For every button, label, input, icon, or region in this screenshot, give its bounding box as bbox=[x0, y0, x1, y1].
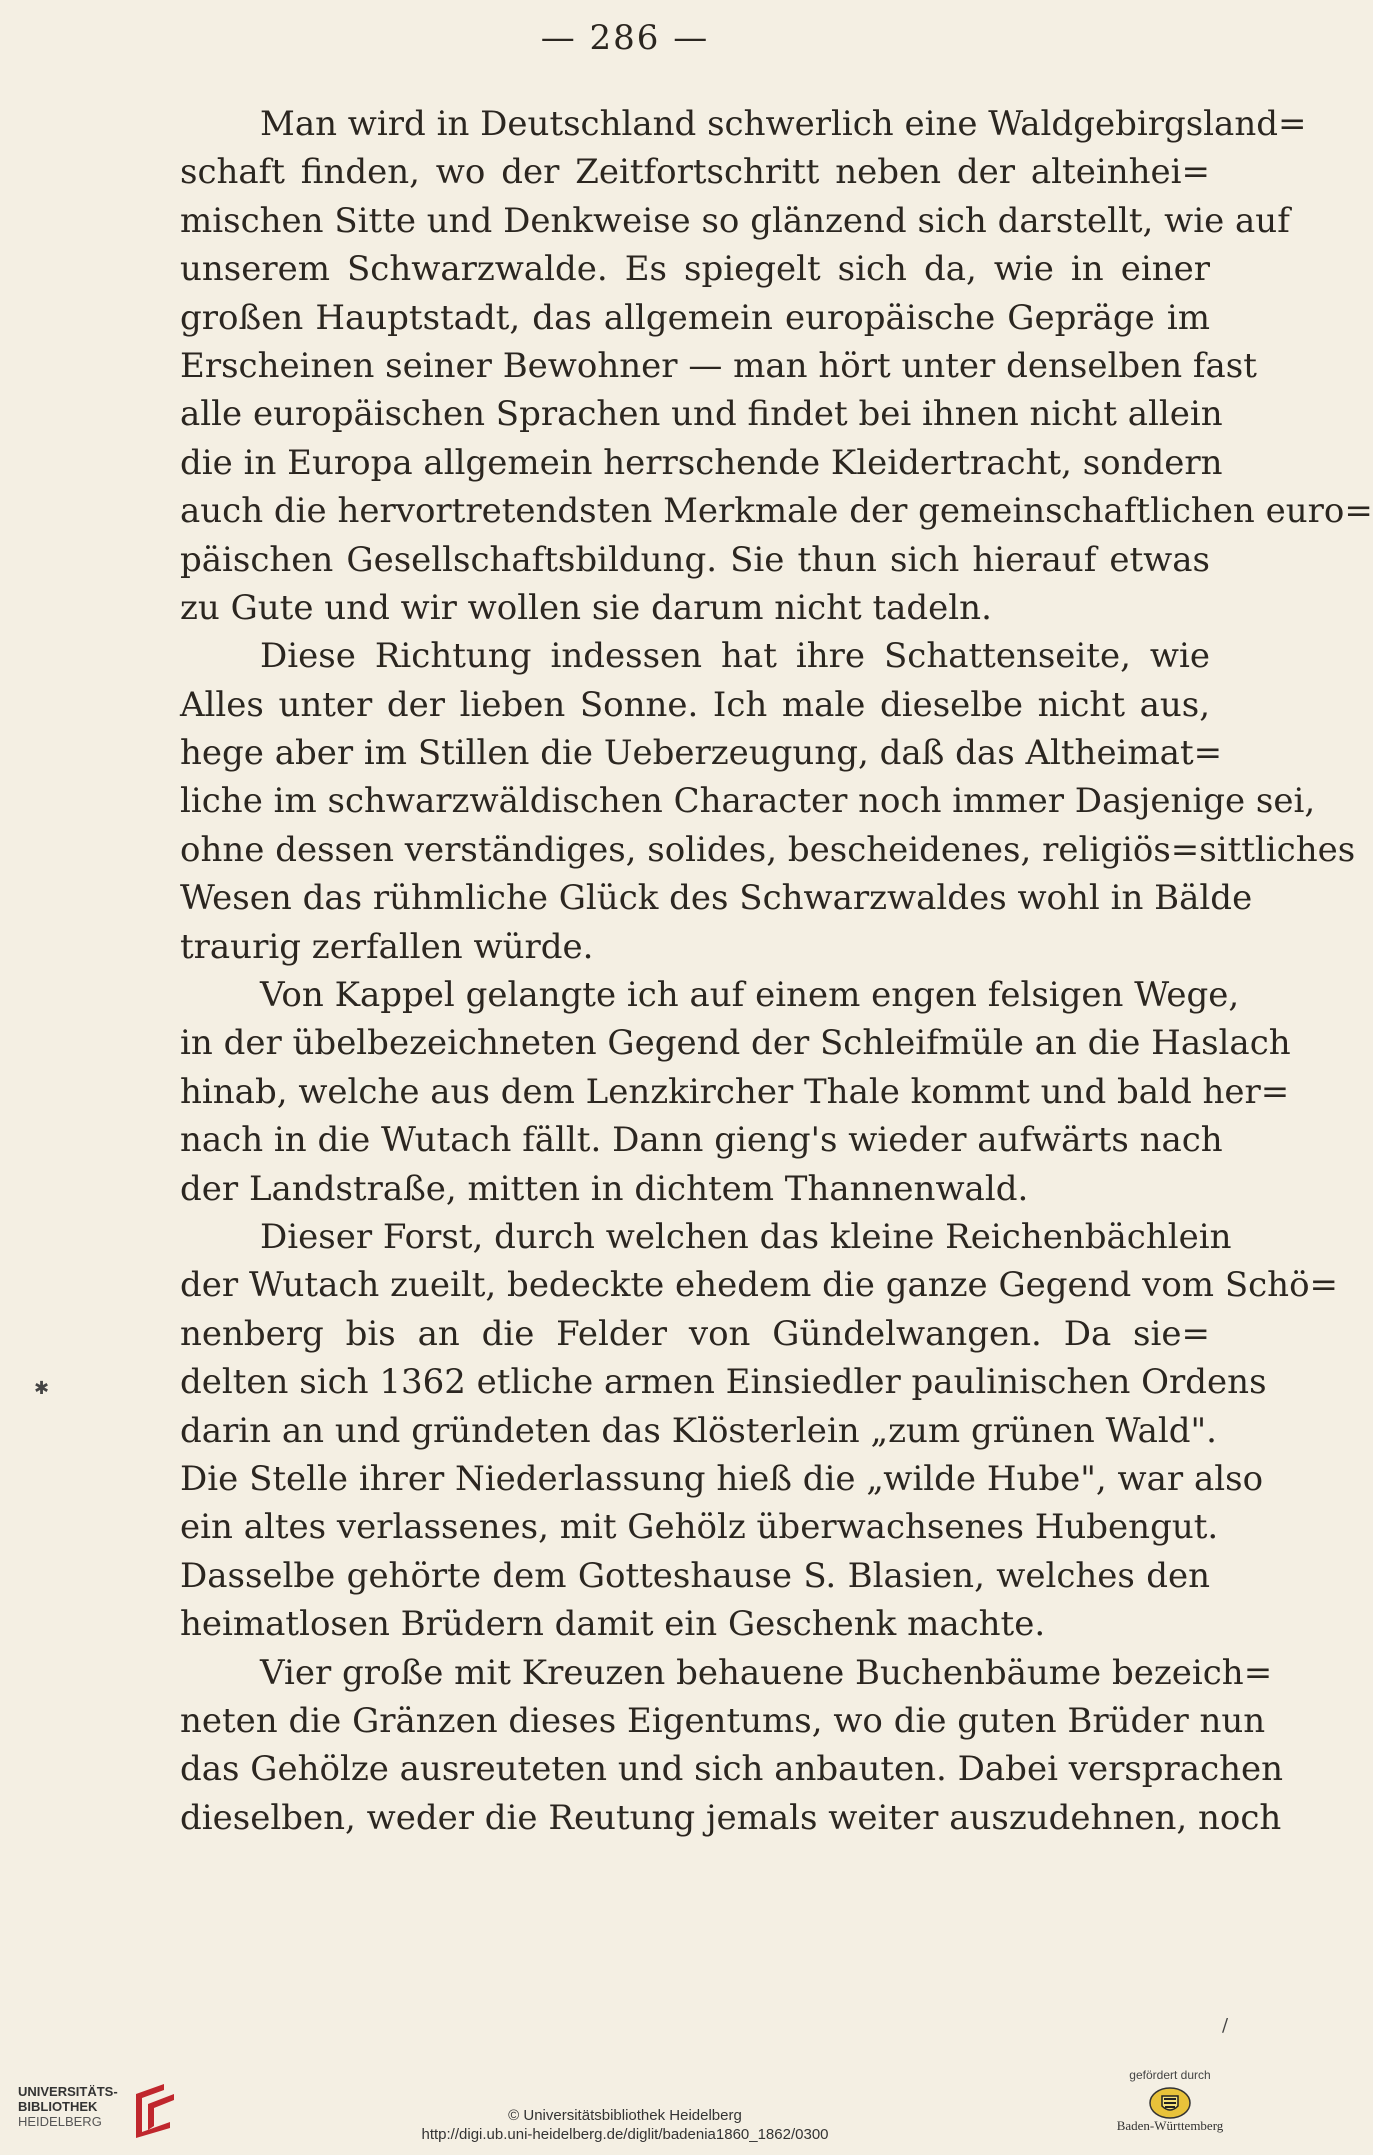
text-line: hinab, welche aus dem Lenzkircher Thale kommt und bald her= bbox=[180, 1071, 1290, 1112]
text-line: päischen Gesellschaftsbildung. Sie thun sich hierauf etwas bbox=[180, 539, 1210, 580]
source-url[interactable]: http://digi.ub.uni-heidelberg.de/diglit/badenia1860_1862/0300 bbox=[421, 2126, 829, 2143]
text-line: Erscheinen seiner Bewohner — man hört unter denselben fast bbox=[180, 345, 1257, 386]
text-line: der Wutach zueilt, bedeckte ehedem die ganze Gegend vom Schö= bbox=[180, 1265, 1339, 1306]
text-line: nenberg bis an die Felder von Gündelwangen. Da sie= bbox=[180, 1313, 1210, 1354]
margin-mark: ✱ bbox=[34, 1378, 50, 1399]
text-line: auch die hervortretendsten Merkmale der gemeinschaftlichen euro= bbox=[180, 491, 1373, 532]
text-line: nach in die Wutach fällt. Dann gieng's wieder aufwärts nach bbox=[180, 1120, 1223, 1161]
copyright-notice: © Universitätsbibliothek Heidelberg bbox=[508, 2107, 742, 2124]
text-line: alle europäischen Sprachen und findet bei ihnen nicht allein bbox=[180, 394, 1223, 435]
text-line: unserem Schwarzwalde. Es spiegelt sich da, wie in einer bbox=[180, 249, 1210, 290]
text-line: Wesen das rühmliche Glück des Schwarzwaldes wohl in Bälde bbox=[180, 878, 1253, 919]
text-line: ohne dessen verständiges, solides, bescheidenes, religiös=sittliches bbox=[180, 829, 1356, 870]
text-line: Diese Richtung indessen hat ihre Schattenseite, wie bbox=[260, 636, 1210, 677]
text-line: dieselben, weder die Reutung jemals weiter auszudehnen, noch bbox=[180, 1797, 1282, 1838]
state-label: Baden-Württemberg bbox=[1116, 2118, 1224, 2133]
text-line: mischen Sitte und Denkweise so glänzend sich darstellt, wie auf bbox=[180, 200, 1290, 241]
page-number: — 286 — bbox=[540, 18, 710, 58]
text-line: heimatlosen Brüdern damit ein Geschenk machte. bbox=[180, 1604, 1046, 1645]
text-line: zu Gute und wir wollen sie darum nicht tadeln. bbox=[180, 587, 992, 628]
text-line: Dieser Forst, durch welchen das kleine Reichenbächlein bbox=[260, 1216, 1232, 1257]
text-line: die in Europa allgemein herrschende Kleidertracht, sondern bbox=[180, 442, 1223, 483]
text-line: das Gehölze ausreuteten und sich anbauten. Dabei versprachen bbox=[180, 1749, 1284, 1790]
text-line: hege aber im Stillen die Ueberzeugung, daß das Altheimat= bbox=[180, 733, 1223, 774]
body-text bbox=[180, 100, 1373, 1842]
text-line: delten sich 1362 etliche armen Einsiedler paulinischen Ordens bbox=[180, 1362, 1267, 1403]
text-line: in der übelbezeichneten Gegend der Schleifmüle an die Haslach bbox=[180, 1023, 1291, 1064]
text-line: ein altes verlassenes, mit Gehölz überwachsenes Hubengut. bbox=[180, 1507, 1219, 1548]
text-line: Die Stelle ihrer Niederlassung hieß die „wilde Hube", war also bbox=[180, 1458, 1264, 1499]
library-name: UNIVERSITÄTS- BIBLIOTHEK HEIDELBERG bbox=[18, 2084, 118, 2129]
text-line: Vier große mit Kreuzen behauene Buchenbäume bezeich= bbox=[260, 1652, 1273, 1693]
text-line: Von Kappel gelangte ich auf einem engen felsigen Wege, bbox=[260, 975, 1240, 1016]
funded-by-label: gefördert durch bbox=[1129, 2068, 1211, 2082]
funding-logo bbox=[1100, 2068, 1240, 2153]
coat-of-arms-icon bbox=[1148, 2086, 1192, 2120]
text-line: liche im schwarzwäldischen Character noch immer Dasjenige sei, bbox=[180, 781, 1316, 822]
text-line: großen Hauptstadt, das allgemein europäische Gepräge im bbox=[180, 297, 1210, 338]
text-line: der Landstraße, mitten in dichtem Thannenwald. bbox=[180, 1168, 1029, 1209]
text-line: schaft finden, wo der Zeitfortschritt neben der alteinhei= bbox=[180, 152, 1210, 193]
text-line: Man wird in Deutschland schwerlich eine Waldgebirgsland= bbox=[260, 104, 1307, 144]
text-line: traurig zerfallen würde. bbox=[180, 926, 594, 967]
text-line: Alles unter der lieben Sonne. Ich male dieselbe nicht aus, bbox=[180, 684, 1210, 725]
text-line: neten die Gränzen dieses Eigentums, wo die guten Brüder nun bbox=[180, 1700, 1266, 1741]
text-line: Dasselbe gehörte dem Gotteshause S. Blasien, welches den bbox=[180, 1555, 1210, 1596]
margin-mark: / bbox=[1222, 2015, 1229, 2036]
text-line: darin an und gründeten das Klösterlein „zum grünen Wald". bbox=[180, 1410, 1217, 1451]
